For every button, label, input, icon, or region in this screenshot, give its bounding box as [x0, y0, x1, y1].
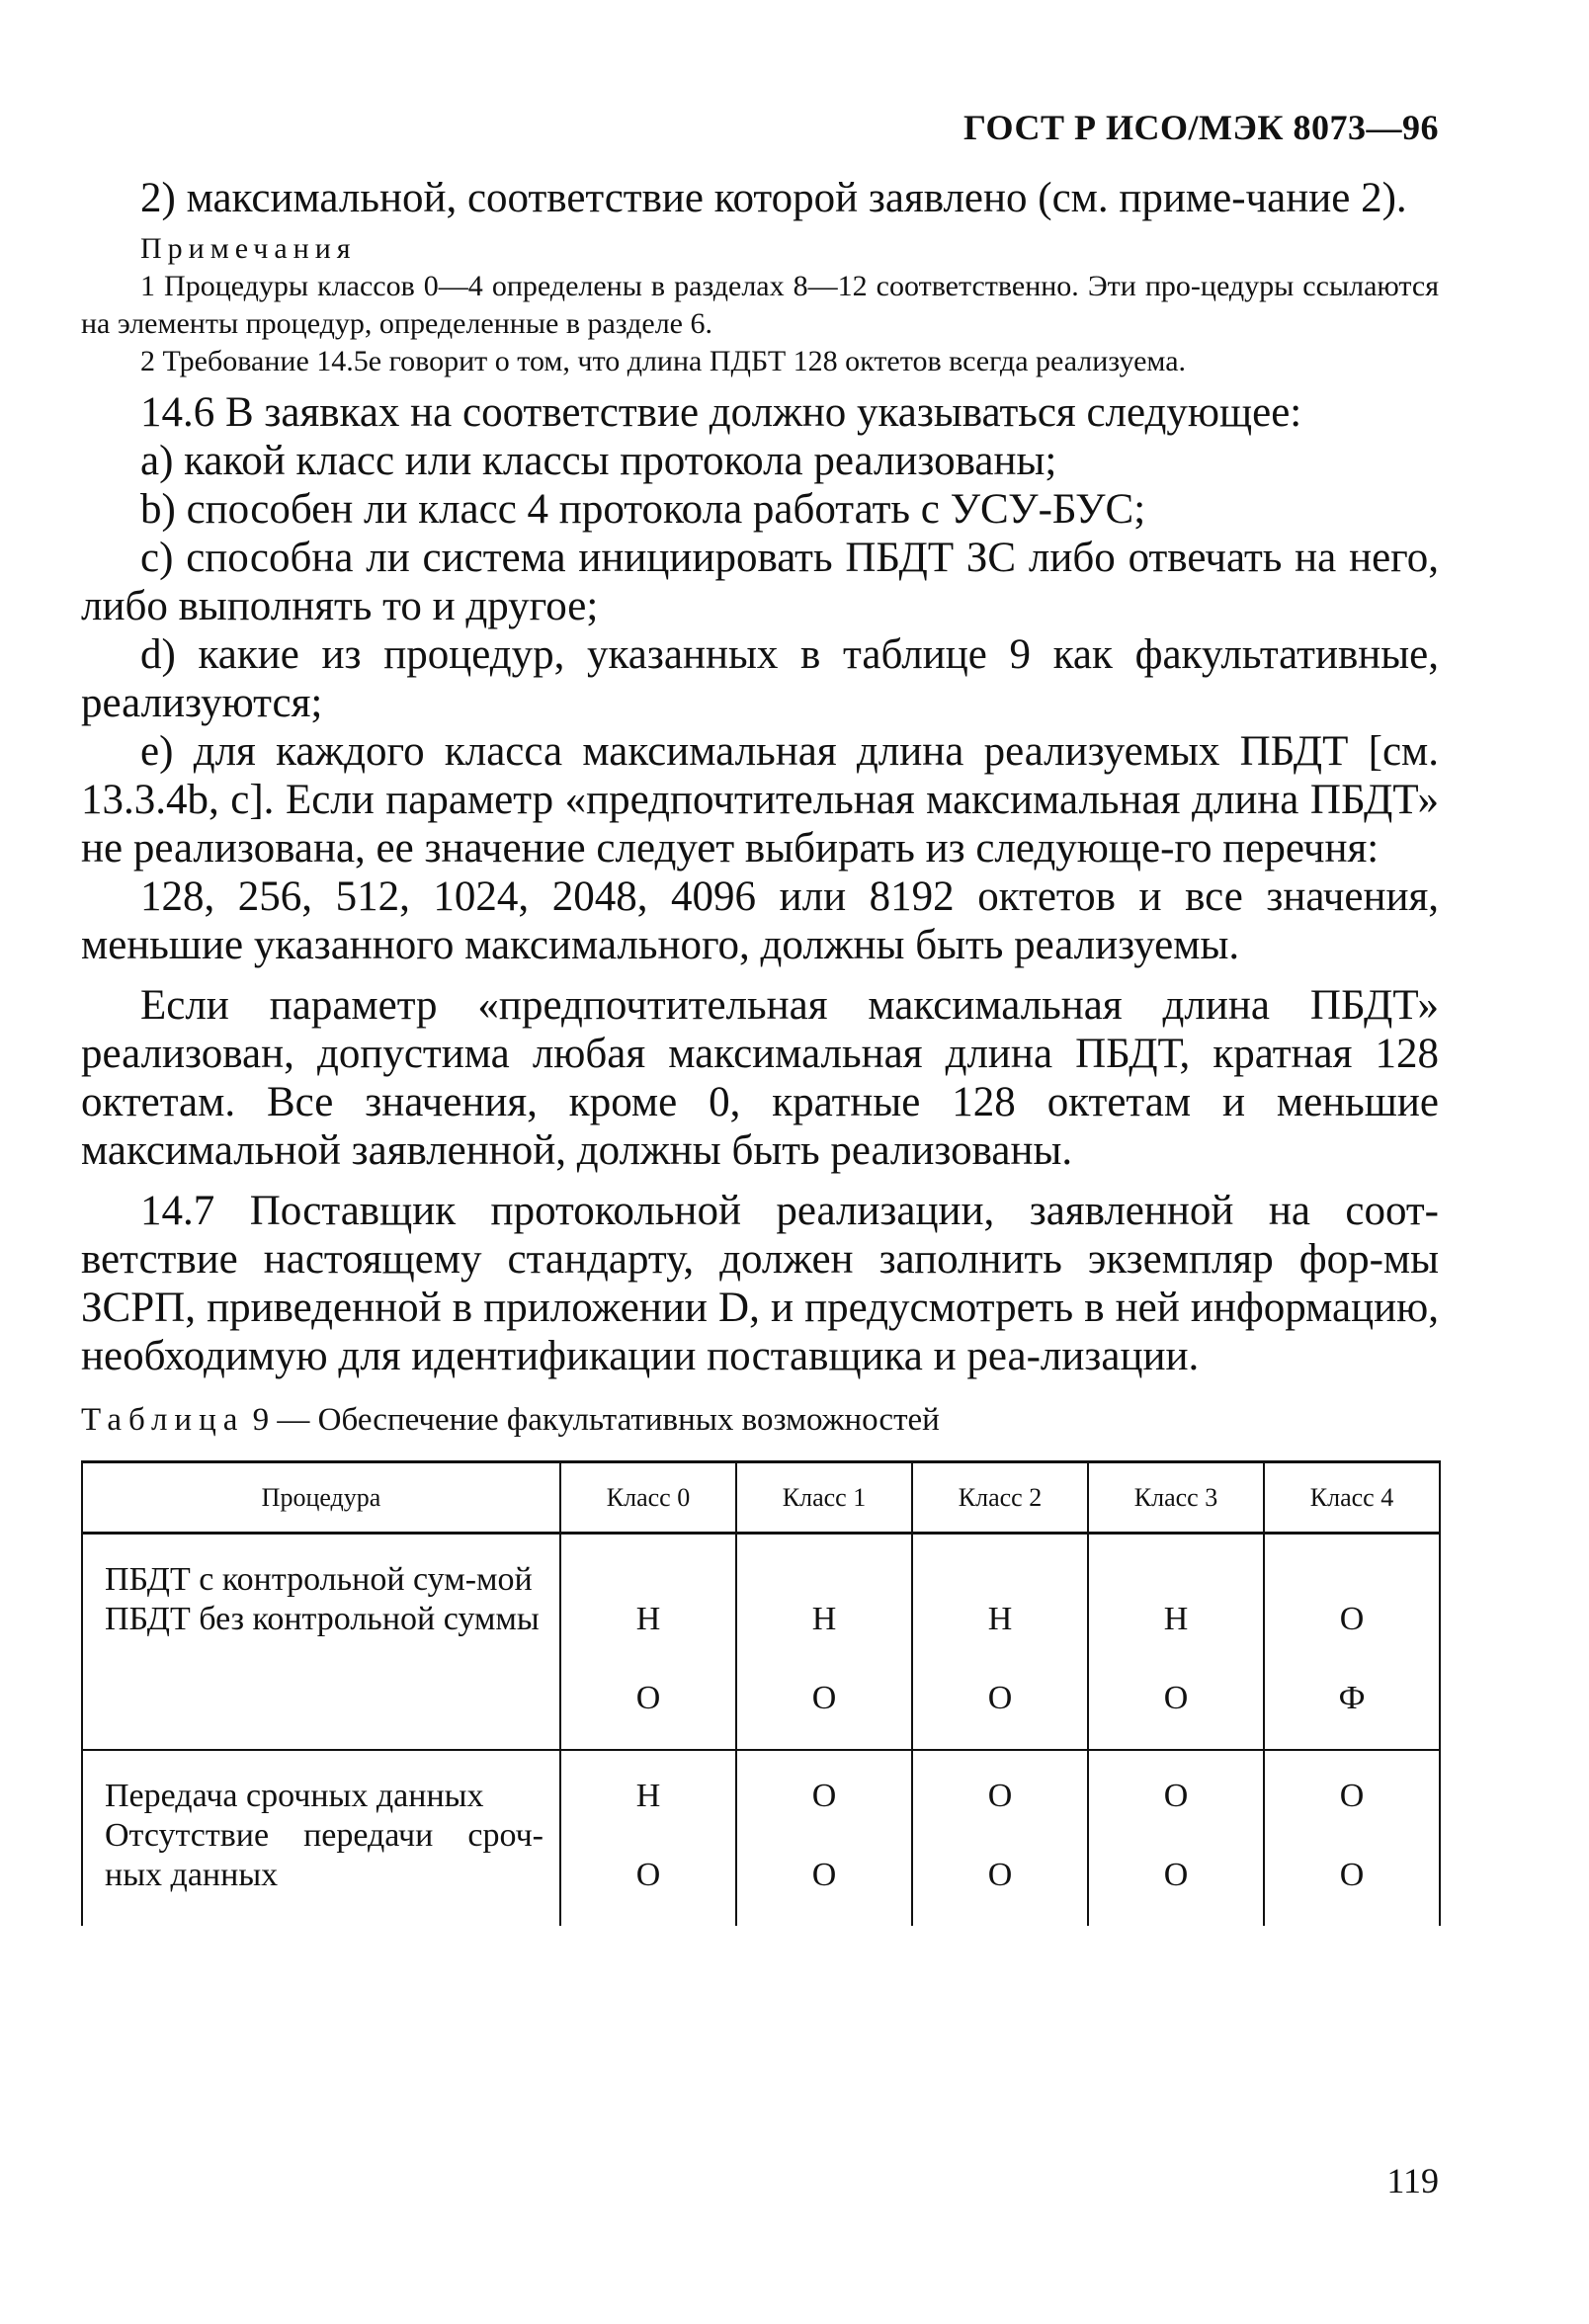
list-item-d: d) какие из процедур, указанных в таблице 9 как факультативные, реализуются;: [81, 631, 1439, 726]
value-b: О: [1339, 1857, 1365, 1893]
length-list: 128, 256, 512, 1024, 2048, 4096 или 8192 октетов и все значения, меньшие указанного максимального, должны быть реализуемы.: [81, 873, 1439, 968]
value-b: О: [811, 1857, 837, 1893]
value-b: О: [635, 1680, 661, 1716]
value-cell: [1264, 1534, 1440, 1751]
paragraph-14-7: 14.7 Поставщик протокольной реализации, заявленной на соот-ветствие настоящему стандарту, должен заполнить экземпляр фор-мы ЗСРП, приведенной в приложении D, и предусмотреть в ней информацию, необходимую для идентификации поставщика и реа-лизации.: [81, 1188, 1439, 1379]
value-a: Н: [635, 1601, 661, 1637]
procedure-name: Передача срочных данных: [105, 1778, 484, 1814]
value-cell: [560, 1534, 736, 1751]
options-table: [81, 1460, 1441, 1926]
procedure-name: ПБДТ без контрольной суммы: [105, 1601, 540, 1637]
value-a: О: [1163, 1778, 1189, 1814]
value-cell: [912, 1750, 1088, 1926]
value-a: О: [811, 1778, 837, 1814]
value-a: Н: [1163, 1601, 1189, 1637]
value-cell: [1088, 1534, 1264, 1751]
value-a: Н: [635, 1778, 661, 1814]
header-class-4: Класс 4: [1264, 1462, 1440, 1534]
list-item-b: b) способен ли класс 4 протокола работать с УСУ-БУС;: [140, 486, 1146, 533]
procedure-cell: [82, 1750, 560, 1926]
value-b: О: [987, 1857, 1013, 1893]
value-cell: [912, 1534, 1088, 1751]
value-b: О: [1163, 1857, 1189, 1893]
header-class-1: Класс 1: [736, 1462, 912, 1534]
header-procedure: Процедура: [82, 1462, 560, 1534]
header-class-0: Класс 0: [560, 1462, 736, 1534]
table-row: [82, 1750, 1440, 1926]
page-number: 119: [1386, 2161, 1439, 2200]
body-text: [81, 174, 1439, 1926]
list-item-c: c) способна ли система инициировать ПБДТ ЗС либо отвечать на него, либо выполнять то и другое;: [81, 535, 1439, 629]
value-cell: [560, 1750, 736, 1926]
paragraph-item-2: 2) максимальной, соответствие которой заявлено (см. приме-чание 2).: [140, 175, 1407, 221]
value-b: Ф: [1338, 1680, 1366, 1716]
value-cell: [736, 1750, 912, 1926]
header-class-2: Класс 2: [912, 1462, 1088, 1534]
value-b: О: [635, 1857, 661, 1893]
paragraph-14-6: 14.6 В заявках на соответствие должно указываться следующее:: [140, 389, 1302, 436]
table-caption-word: Таблица: [81, 1402, 245, 1438]
value-b: О: [811, 1680, 837, 1716]
header-class-3: Класс 3: [1088, 1462, 1264, 1534]
value-a: О: [1339, 1601, 1365, 1637]
procedure-cell: [82, 1534, 560, 1751]
value-a: О: [987, 1778, 1013, 1814]
table-caption-text: 9 — Обеспечение факультативных возможностей: [252, 1402, 940, 1438]
procedure-name: Отсутствие передачи сроч-ных данных: [105, 1817, 544, 1893]
table-caption: [81, 1402, 1439, 1439]
procedure-name: ПБДТ с контрольной сум-мой: [105, 1561, 533, 1598]
value-b: О: [1163, 1680, 1189, 1716]
notes-title: Примечания: [140, 232, 357, 265]
note-1: 1 Процедуры классов 0—4 определены в разделах 8—12 соответственно. Эти про-цедуры ссылаются на элементы процедур, определенные в разделе 6.: [81, 270, 1439, 340]
value-a: О: [1339, 1778, 1365, 1814]
table-row: [82, 1534, 1440, 1751]
note-2: 2 Требование 14.5e говорит о том, что длина ПДБТ 128 октетов всегда реализуема.: [140, 345, 1187, 377]
running-header: ГОСТ Р ИСО/МЭК 8073—96: [963, 108, 1439, 147]
value-cell: [1088, 1750, 1264, 1926]
value-a: Н: [987, 1601, 1013, 1637]
list-item-a: a) какой класс или классы протокола реализованы;: [140, 438, 1057, 484]
paragraph-preferred-length: Если параметр «предпочтительная максимальная длина ПБДТ» реализован, допустима любая максимальная длина ПБДТ, кратная 128 октетам. Все значения, кроме 0, кратные 128 октетам и меньшие максимальной заявленной, должны быть реализованы.: [81, 982, 1439, 1174]
value-a: Н: [811, 1601, 837, 1637]
value-cell: [736, 1534, 912, 1751]
table-header-row: [82, 1462, 1440, 1534]
value-b: О: [987, 1680, 1013, 1716]
value-cell: [1264, 1750, 1440, 1926]
list-item-e: e) для каждого класса максимальная длина реализуемых ПБДТ [см. 13.3.4b, c]. Если параметр «предпочтительная максимальная длина ПБДТ» не реализована, ее значение следует выбирать из следующе-го перечня:: [81, 728, 1439, 872]
